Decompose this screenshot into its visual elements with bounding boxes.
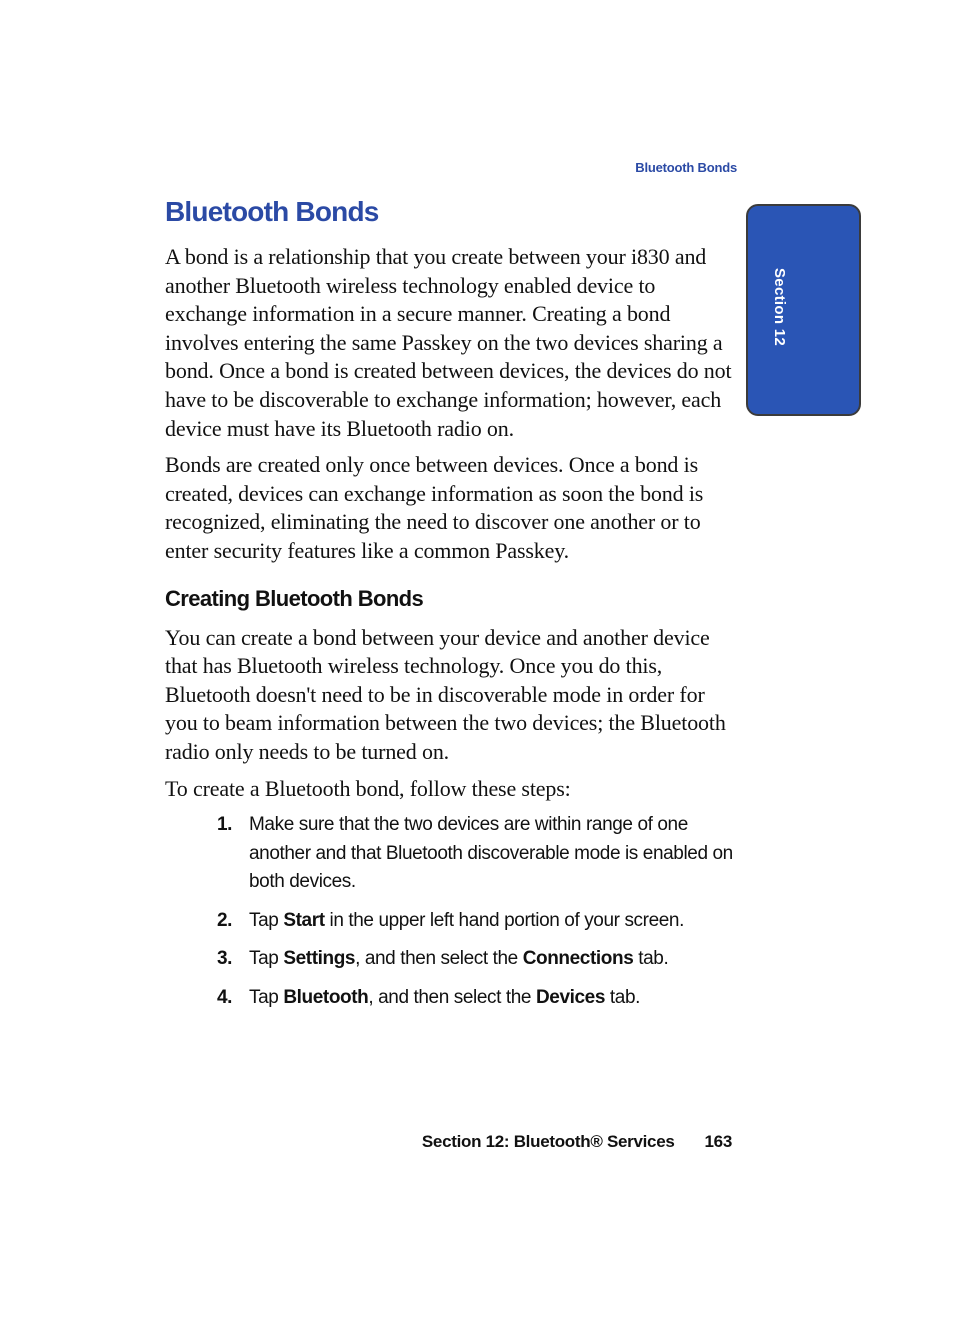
section-tab: [746, 204, 861, 416]
step-keyword: Connections: [522, 948, 634, 970]
step-2: [217, 907, 737, 936]
body-paragraph-1: A bond is a relationship that you create between your i830 and another Bluetooth wireless technology enabled device to exchange information in a secure manner. Creating a bond involves entering the same Passkey on the two devices sharing a bond. Once a bond is created between devices, the devices do not have to be discoverable to exchange information; however, each device must have its Bluetooth radio on.: [165, 244, 732, 441]
step-text: , and then select the: [368, 986, 536, 1008]
page-content: [165, 193, 737, 1022]
step-text: Tap: [249, 986, 284, 1008]
subsection-paragraph-2: To create a Bluetooth bond, follow these steps:: [165, 775, 571, 801]
body-paragraph-2: Bonds are created only once between devices. Once a bond is created, devices can exchange information as soon the bond is recognized, eliminating the need to discover one another or to enter security features like a common Passkey.: [165, 452, 704, 563]
step-1: [217, 811, 737, 897]
footer-section: Section 12: Bluetooth® Services: [421, 1132, 675, 1151]
step-text: in the upper left hand portion of your screen.: [324, 909, 684, 931]
step-keyword: Settings: [283, 948, 356, 970]
step-text: Tap: [249, 909, 284, 931]
step-text: Make sure that the two devices are within range of one another and that Bluetooth discoverable mode is enabled on both devices.: [249, 814, 733, 893]
step-keyword: Bluetooth: [283, 986, 369, 1008]
subheading: Creating Bluetooth Bonds: [165, 585, 424, 611]
page-number: 163: [704, 1132, 732, 1151]
step-text: , and then select the: [355, 948, 523, 970]
page-title: Bluetooth Bonds: [165, 196, 379, 227]
step-text: tab.: [605, 986, 641, 1008]
steps-list: [165, 811, 737, 1012]
step-keyword: Devices: [535, 986, 606, 1008]
section-tab-label: Section 12: [771, 268, 788, 347]
running-header: Bluetooth Bonds: [635, 160, 737, 175]
step-text: Tap: [249, 948, 284, 970]
step-keyword: Start: [283, 909, 325, 931]
step-number: 3.: [217, 948, 233, 970]
page-footer: [422, 1132, 732, 1152]
step-number: 1.: [217, 814, 233, 836]
step-3: [217, 945, 737, 974]
step-number: 2.: [217, 909, 233, 931]
subsection-paragraph-1: You can create a bond between your device and another device that has Bluetooth wireless technology. Once you do this, Bluetooth doesn't need to be in discoverable mode in order for you to beam information between the two devices; the Bluetooth radio only needs to be turned on.: [165, 624, 726, 764]
step-text: tab.: [633, 948, 669, 970]
step-number: 4.: [217, 986, 233, 1008]
step-4: [217, 984, 737, 1013]
